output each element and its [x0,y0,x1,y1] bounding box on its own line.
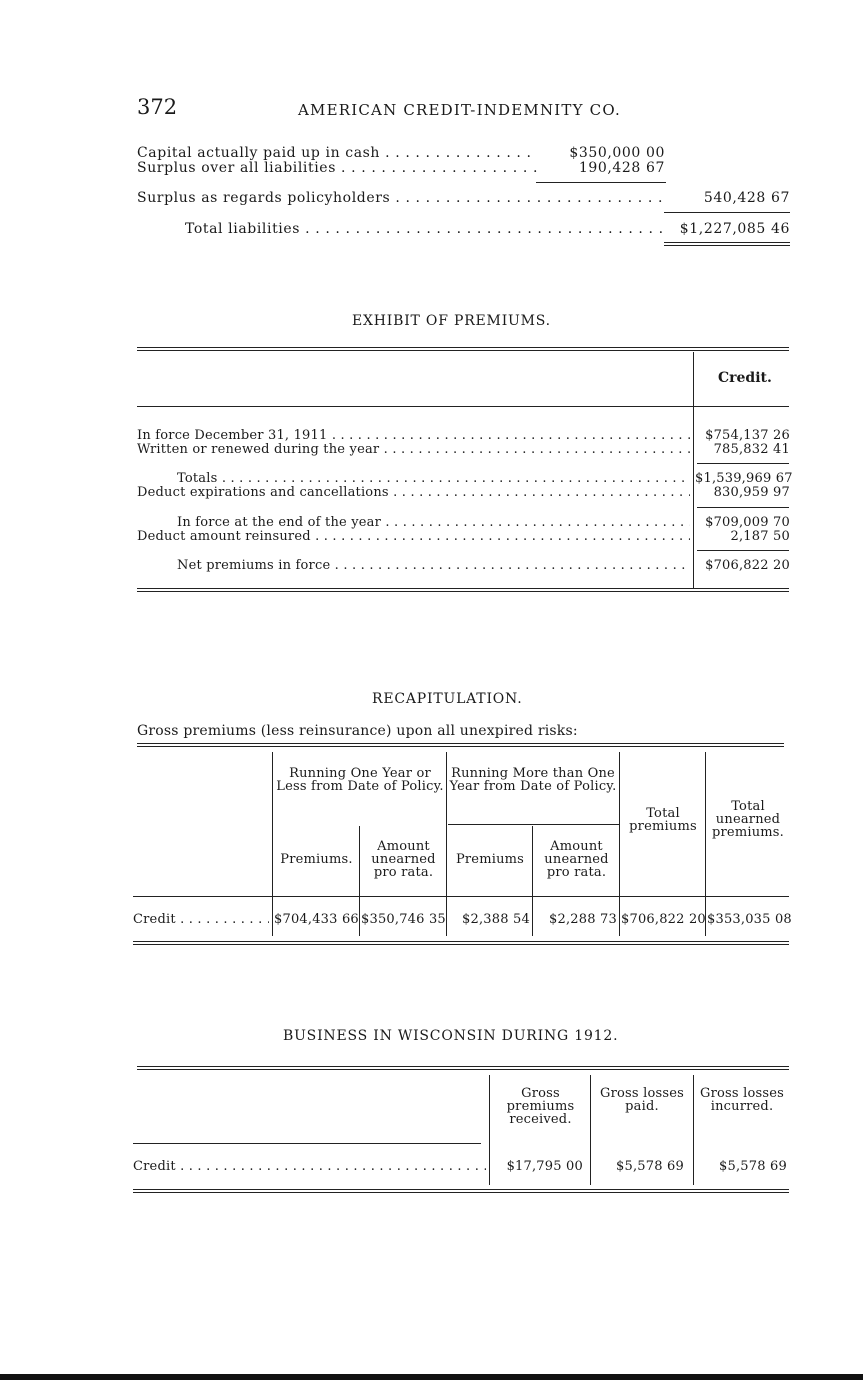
exhibit-sum-rule [697,507,789,508]
scan-edge-bar [0,1374,863,1380]
recap-value: $353,035 08 [707,912,792,927]
exhibit-row-label: Net premiums in force . . . [177,558,690,573]
exhibit-row-amount: $1,539,969 67 [695,471,793,486]
exhibit-sum-rule [697,550,789,551]
recap-value: $350,746 35 [361,912,446,927]
surplus-policyholders-amount: 540,428 67 [703,190,790,206]
page-number: 372 [137,95,178,119]
recap-col-premiums: Premiums. [280,852,353,867]
wisconsin-value: $5,578 69 [616,1159,684,1174]
exhibit-row-amount: $709,009 70 [705,515,790,530]
wisconsin-col-premiums: Gross premiums received. [506,1086,575,1127]
total-double-rule [664,242,790,246]
exhibit-top-rule [137,347,789,351]
exhibit-column-divider [693,352,694,588]
recap-subtitle: Gross premiums (less reinsurance) upon all unexpired risks: [137,723,578,739]
recap-col-total: Total premiums [629,806,697,834]
surplus-row-label: Surplus over all liabilities . . . [137,160,537,176]
recap-bottom-rule [133,941,789,945]
wisconsin-divider [693,1075,694,1185]
exhibit-title: EXHIBIT OF PREMIUMS. [352,313,551,329]
exhibit-row-amount: 830,959 97 [713,485,790,500]
wisconsin-bottom-rule [133,1189,789,1193]
recap-divider [532,826,533,936]
recap-group-more-year: Running More than One Year from Date of Policy. [449,766,617,794]
recap-value: $2,388 54 [462,912,530,927]
total-rule [664,212,790,213]
capital-row-amount: $350,000 00 [569,145,665,161]
wisconsin-value: $17,795 00 [506,1159,583,1174]
recap-divider [619,752,620,936]
total-liabilities-amount: $1,227,085 46 [679,221,790,237]
wisconsin-value: $5,578 69 [719,1159,787,1174]
wisconsin-title: BUSINESS IN WISCONSIN DURING 1912. [283,1028,619,1044]
recap-row-label: Credit . . . [133,912,269,927]
wisconsin-divider [590,1075,591,1185]
recap-col-unearned2: Amount unearned pro rata. [544,839,609,880]
total-liabilities-label: Total liabilities . . . [185,221,665,237]
surplus-policyholders-label: Surplus as regards policyholders . . . [137,190,665,206]
exhibit-row-amount: 785,832 41 [713,442,790,457]
exhibit-row-label: Deduct amount reinsured . . . [137,529,690,544]
recap-divider [272,752,273,936]
recap-value: $706,822 20 [621,912,706,927]
recap-col-unearned: Amount unearned pro rata. [371,839,436,880]
capital-row-label: Capital actually paid up in cash . . . [137,145,537,161]
recap-col-premiums2: Premiums [455,852,525,867]
wisconsin-header-rule [133,1143,481,1144]
wisconsin-row-label: Credit . . . [133,1159,486,1174]
wisconsin-divider [489,1075,490,1185]
recap-value: $704,433 66 [274,912,359,927]
exhibit-row-label: Totals . . . [177,471,690,486]
recap-divider [359,826,360,936]
recap-divider [446,752,447,936]
exhibit-header-rule [137,406,789,407]
exhibit-sum-rule [697,463,789,464]
recap-col-total-unearned: Total unearned premiums. [711,799,785,840]
recap-divider [705,752,706,936]
exhibit-row-amount: $706,822 20 [705,558,790,573]
exhibit-row-amount: $754,137 26 [705,428,790,443]
running-title: AMERICAN CREDIT-INDEMNITY CO. [298,101,621,119]
exhibit-row-amount: 2,187 50 [730,529,790,544]
recap-group-rule [448,824,619,825]
surplus-row-amount: 190,428 67 [578,160,665,176]
wisconsin-col-paid: Gross losses paid. [600,1086,684,1114]
recap-group-one-year: Running One Year or Less from Date of Policy. [276,766,444,794]
exhibit-column-header: Credit. [718,370,772,386]
wisconsin-top-rule [137,1066,789,1070]
recap-header-rule [133,896,789,897]
exhibit-row-label: In force December 31, 1911 . . . [137,428,690,443]
recap-value: $2,288 73 [549,912,617,927]
exhibit-row-label: In force at the end of the year . . . [177,515,690,530]
exhibit-row-label: Deduct expirations and cancellations . . . [137,485,690,500]
recap-title: RECAPITULATION. [372,691,523,707]
exhibit-bottom-rule [137,588,789,592]
recap-top-rule [137,743,784,747]
wisconsin-col-incurred: Gross losses incurred. [700,1086,784,1114]
exhibit-row-label: Written or renewed during the year . . . [137,442,690,457]
subtotal-rule [536,182,666,183]
